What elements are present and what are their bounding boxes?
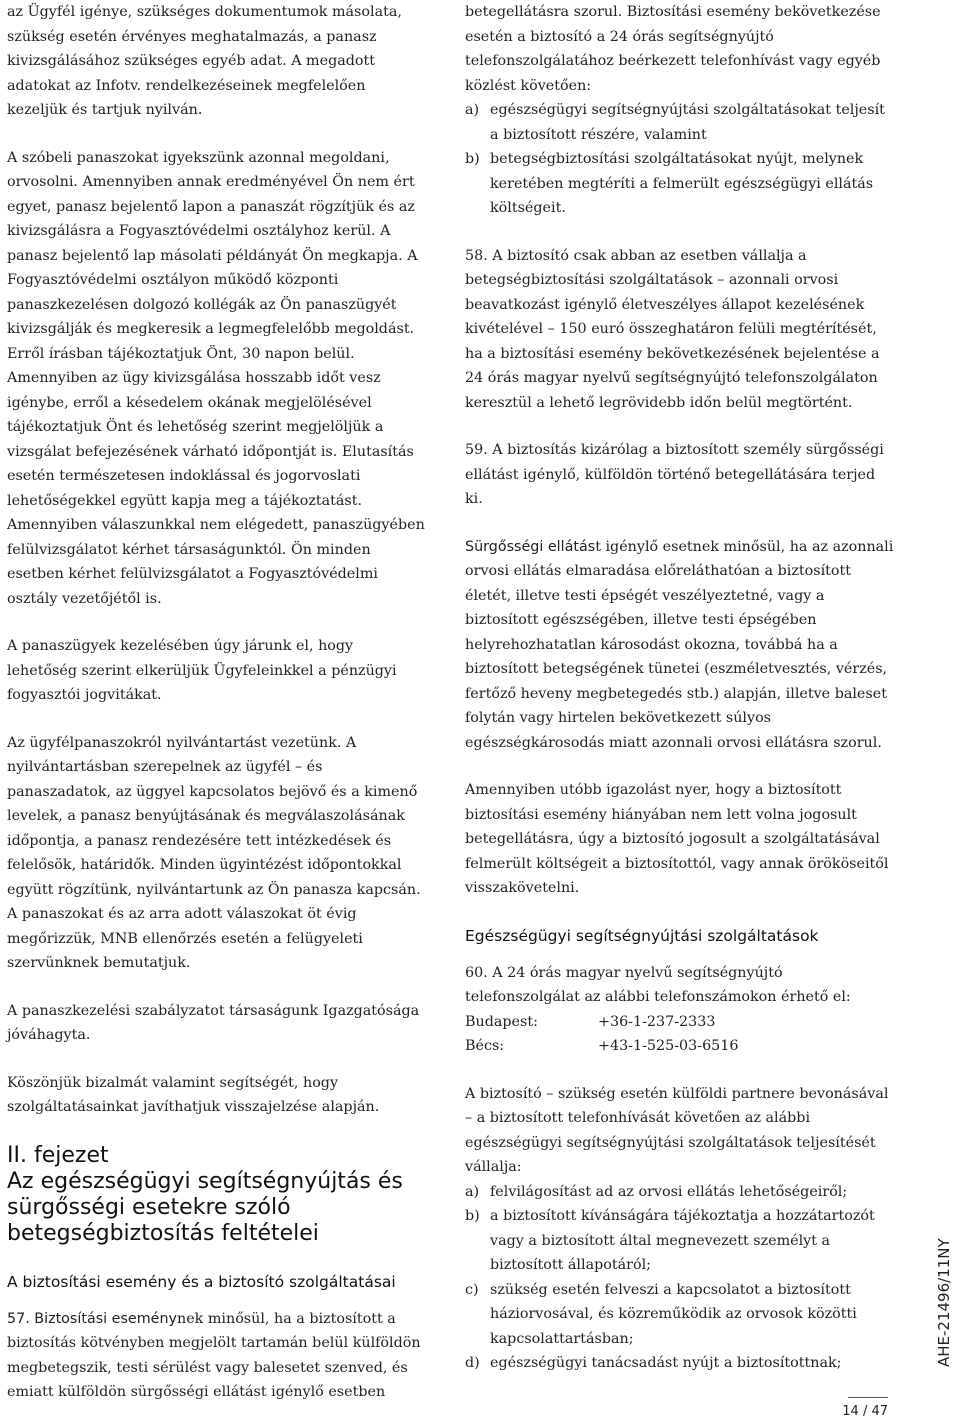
paragraph-refund: Amennyiben utóbb igazolást nyer, hogy a biztosított biztosítási esemény hiányában nem lett volna jogosult betegellátásra, úgy a biztosító jogosult a szolgáltatásával felmerült költségeit a biztosítottól, vagy annak örököseitől visszakövetelni. — [465, 782, 889, 896]
paragraph-thanks: Köszönjük bizalmát valamint segítségét, hogy szolgáltatásainkat javíthatjuk visszajelzése alapján. — [7, 1074, 380, 1115]
phone-city: Budapest: — [465, 1013, 538, 1030]
list-item-text: a biztosított kívánságára tájékoztatja a hozzátartozót vagy a biztosított által megnevezett személyt a biztosított állapotáról; — [490, 1208, 875, 1273]
list-item — [465, 1351, 895, 1376]
paragraph-59: 59. A biztosítás kizárólag a biztosított személy sürgősségi ellátást igénylő, külföldön történő betegellátására terjed ki. — [465, 442, 884, 507]
list-item — [465, 1278, 895, 1352]
list-item-text: egészségügyi tanácsadást nyújt a biztosítottnak; — [490, 1355, 842, 1371]
paragraph-complaint-register: Az ügyfélpanaszokról nyilvántartást vezetünk. A nyilvántartásban szerepelnek az ügyfél – és panaszadatok, az üggyel kapcsolatos bejövő és a kimenő levelek, a panasz benyújtásának és megválaszolásának időpontja, a panasz rendezésére tett intézkedések és felelősök, határidők. Minden ügyintézést időpontokkal együtt rögzítünk, nyilvántartunk az Ön panasza kapcsán. A panaszokat és az arra adott válaszokat öt évig megőrizzük, MNB ellenőrzés esetén a felügyeleti szervünknek bemutatjuk. — [7, 734, 421, 971]
phone-number: +36-1-237-2333 — [598, 1013, 716, 1030]
list-item-text: betegségbiztosítási szolgáltatásokat nyújt, melynek keretében megtéríti a felmerült egészségügyi ellátás költségeit. — [490, 151, 874, 216]
paragraph-dispute-avoidance: A panaszügyek kezelésében úgy járunk el, hogy lehetőség szerint elkerüljük Ügyfeleinkkel a pénzügyi fogyasztói jogvitákat. — [7, 638, 397, 703]
paragraph-oral-complaints: A szóbeli panaszokat igyekszünk azonnal megoldani, orvosolni. Amennyiben annak eredményével Ön nem ért egyet, panasz bejelentő lapon a panaszát rögzítjük és az kivizsgálásra a Fogyasztóvédelmi osztályhoz kerül. A panasz bejelentő lap másolati példányát Ön megkapja. A Fogyasztóvédelmi osztályon működő központi panaszkezelésen dolgozó kollégák az Ön panaszügyét kivizsgálják és megkeresik a legmegfelelőbb megoldást. Erről írásban tájékoztatjuk Önt, 30 napon belül. Amennyiben az ügy kivizsgálása hosszabb időt vesz igénybe, erről a késedelem okának megjelölésével tájékoztatjuk Önt és lehetőség szerint megjelöljük a vizsgálat befejezésének várható időpontját is. Elutasítás esetén természetesen indoklással és jogorvoslati lehetőségekkel együtt kapja meg a tájékoztatást. Amennyiben válaszunkkal nem elégedett, panaszügyében felülvizsgálatot kérhet társaságunktól. Ön minden esetben kérhet felülvizsgálatot a Fogyasztóvédelmi osztály vezetőjétől is. — [7, 149, 425, 607]
paragraph-57-number: 57. — [7, 1310, 35, 1327]
paragraph-urgent-care — [465, 535, 895, 756]
list-partner-services — [465, 1180, 895, 1376]
paragraph-60: 60. A 24 órás magyar nyelvű segítségnyújtó telefonszolgálat az alábbi telefonszámokon érhető el: — [465, 964, 851, 1005]
list-marker: b) — [465, 1208, 480, 1224]
document-code: AHE-21496/11NY — [935, 1238, 953, 1367]
paragraph-57-continued: betegellátásra szorul. Biztosítási esemény bekövetkezése esetén a biztosító a 24 órás segítségnyújtó telefonszolgálatához beérkezett telefonhívást vagy egyéb közlést követően: — [465, 4, 881, 94]
list-marker: d) — [465, 1355, 480, 1371]
phone-city: Bécs: — [465, 1038, 505, 1054]
list-item — [465, 1204, 895, 1278]
phone-number: +43-1-525-03-6516 — [598, 1038, 739, 1054]
list-item-text: felvilágosítást ad az orvosi ellátás lehetőségeiről; — [490, 1183, 848, 1200]
right-column — [465, 0, 895, 1376]
list-item-text: egészségügyi segítségnyújtási szolgáltatásokat teljesít a biztosított részére, valamint — [490, 102, 885, 143]
section-heading-assistance-services: Egészségügyi segítségnyújtási szolgáltatások — [465, 926, 819, 945]
left-column — [7, 0, 425, 1405]
list-marker: b) — [465, 151, 480, 167]
list-marker: a) — [465, 102, 480, 118]
page-number: 14 / 47 — [842, 1404, 888, 1419]
list-item — [465, 1180, 895, 1205]
paragraph-57-text: nek minősül, ha a biztosított a biztosítás kötvényben megjelölt tartamán belül külföldön megbetegszik, testi sérülést vagy balesetet szenved, és emiatt külföldön sürgősségi ellátást igénylő esetben — [7, 1310, 421, 1400]
term-urgent-care: Sürgősségi ellátás — [465, 538, 596, 555]
phone-row-budapest — [465, 1010, 895, 1035]
chapter-label: II. fejezet — [7, 1142, 109, 1168]
list-57 — [465, 98, 895, 221]
paragraph-58: 58. A biztosító csak abban az esetben vállalja a betegségbiztosítási szolgáltatások – azonnali orvosi beavatkozást igénylő életveszélyes állapot kezelésének kivételével – 150 euró összeghatáron felüli megtérítését, ha a biztosítási esemény bekövetkezésének bejelentése a 24 órás magyar nyelvű segítségnyújtó telefonszolgálaton keresztül a lehető legrövidebb időn belül megtörtént. — [465, 247, 880, 411]
paragraph-complaint-data: az Ügyfél igénye, szükséges dokumentumok másolata, szükség esetén érvényes meghatalmazás, a panasz kivizsgálásához szükséges egyéb adat. A megadott adatokat az Infotv. rendelkezéseinek megfelelően kezeljük és tartjuk nyilván. — [7, 4, 402, 118]
paragraph-57 — [7, 1307, 425, 1405]
list-marker: a) — [465, 1183, 480, 1200]
paragraph-board-approval: A panaszkezelési szabályzatot társaságunk Igazgatósága jóváhagyta. — [7, 1002, 420, 1043]
paragraph-urgent-care-text: t igénylő esetnek minősül, ha az azonnali orvosi ellátás elmaradása előreláthatóan a biztosított életét, illetve testi épségét veszélyeztetné, vagy a biztosított egészségében, illetve testi épségében helyrehozhatatlan károsodást okozna, továbbá ha a biztosított betegségének tünetei (eszméletvesztés, vérzés, fertőző heveny megbetegedés stb.) alapján, illetve baleset folytán vagy hirtelen bekövetkezett súlyos egészségkárosodás miatt azonnali orvosi ellátásra szorul. — [465, 538, 894, 751]
list-marker: c) — [465, 1281, 479, 1298]
phone-row-vienna — [465, 1034, 895, 1059]
list-item — [465, 147, 895, 221]
list-item — [465, 98, 895, 147]
paragraph-partner-services: A biztosító – szükség esetén külföldi partnere bevonásával – a biztosított telefonhívását követően az alábbi egészségügyi segítségnyújtási szolgáltatások teljesítését vállalja: — [465, 1085, 889, 1175]
section-heading-insurance-event: A biztosítási esemény és a biztosító szolgáltatásai — [7, 1272, 396, 1291]
list-item-text: szükség esetén felveszi a kapcsolatot a biztosított háziorvosával, és közreműködik az orvosok közötti kapcsolattartásban; — [490, 1281, 857, 1347]
chapter-title: Az egészségügyi segítségnyújtás és sürgősségi esetekre szóló betegségbiztosítás feltételei — [7, 1168, 403, 1246]
term-insurance-event: Biztosítási esemény — [34, 1310, 177, 1327]
page-number-rule — [848, 1397, 888, 1398]
